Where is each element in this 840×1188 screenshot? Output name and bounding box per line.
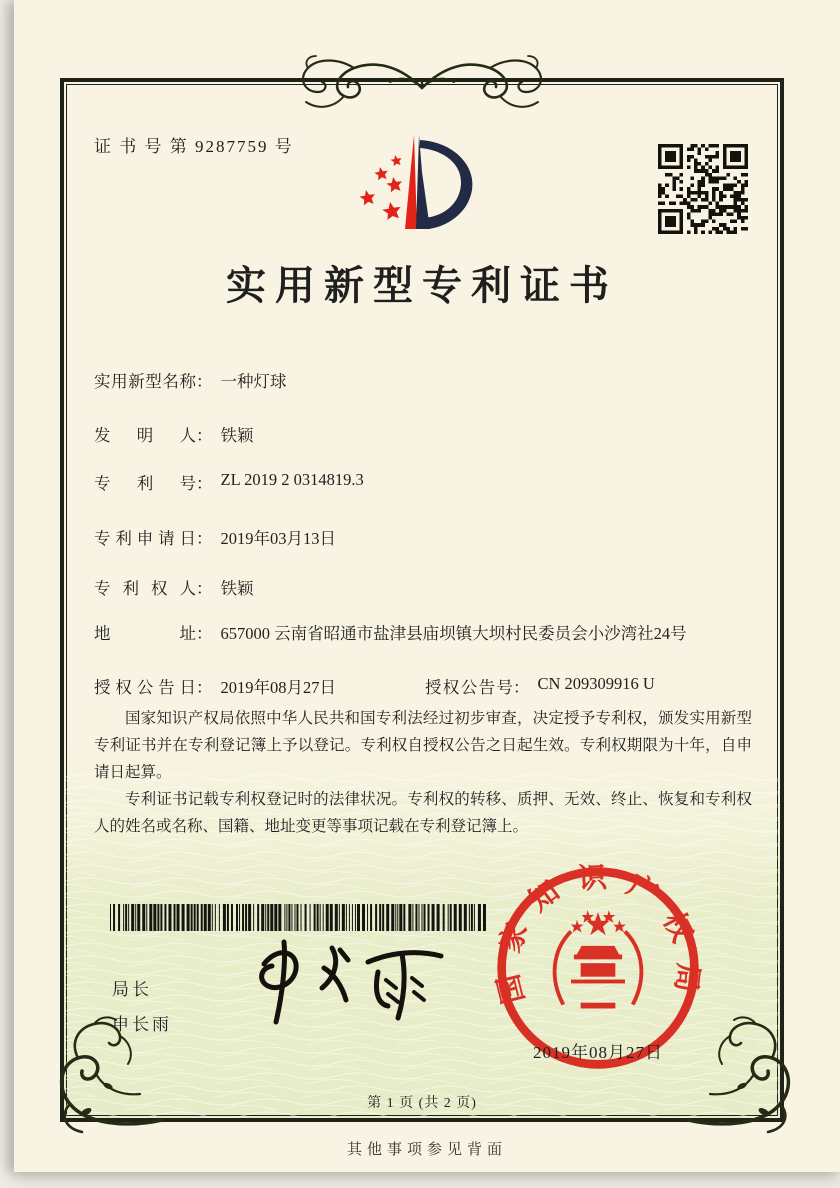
barcode-icon (110, 904, 488, 931)
grant-number-pair: 授权公告号： CN 209309916 U (425, 674, 655, 697)
field-label: 专利权人 (94, 579, 196, 598)
page-number: 第 1 页 (共 2 页) (367, 1096, 477, 1111)
field-label: 授权公告号 (425, 678, 513, 697)
qr-code-icon (658, 144, 748, 234)
commissioner-name: 申长雨 (112, 1015, 172, 1034)
seal-text: 国家知识产权局 (492, 862, 704, 1007)
field-row-filing-date: 专利申请日： 2019年03月13日 (94, 525, 336, 549)
certificate-paper (14, 0, 840, 1172)
national-emblem (555, 910, 642, 1008)
seal-date: 2019年08月27日 (533, 1043, 663, 1062)
svg-text:国家知识产权局 (493, 862, 704, 1007)
field-value: 657000 云南省昭通市盐津县庙坝镇大坝村民委员会小沙湾社24号 (220, 624, 687, 643)
legal-paragraph-2: 专利证书记载专利权登记时的法律状况。专利权的转移、质押、无效、终止、恢复和专利权人的姓名或名称、国籍、地址变更等事项记载在专利登记簿上。 (94, 791, 752, 835)
field-value: 2019年03月13日 (220, 529, 336, 548)
field-label: 授权公告日 (94, 678, 196, 697)
field-row-patent-no: 专利号： ZL 2019 2 0314819.3 (94, 470, 364, 493)
field-label: 专利申请日 (94, 529, 196, 548)
field-row-grant: 授权公告日： 2019年08月27日 授权公告号： CN 209309916 U (94, 674, 655, 697)
border-frame (60, 78, 784, 1122)
cnipa-logo-icon (354, 132, 480, 236)
field-label: 实用新型名称 (94, 372, 196, 391)
field-value: 一种灯球 (220, 372, 287, 391)
top-dragon-ornament-icon (280, 52, 564, 118)
corner-flourish-icon (686, 1016, 808, 1138)
corner-flourish-icon (42, 1016, 164, 1138)
signature-script (236, 934, 466, 1034)
field-row-patentee: 专利权人： 铁颖 (94, 575, 254, 599)
field-value: 铁颖 (220, 579, 254, 598)
certificate-title: 实用新型专利证书 (226, 263, 618, 308)
field-label: 地址 (94, 624, 196, 643)
field-label: 专利号 (94, 474, 196, 493)
field-row-name: 实用新型名称： 一种灯球 (94, 368, 287, 392)
field-value: ZL 2019 2 0314819.3 (220, 470, 364, 489)
field-row-inventor: 发明人： 铁颖 (94, 422, 254, 446)
field-value: CN 209309916 U (537, 674, 655, 693)
field-value: 铁颖 (220, 426, 254, 445)
field-row-address: 地址： 657000 云南省昭通市盐津县庙坝镇大坝村民委员会小沙湾社24号 (94, 620, 693, 647)
field-value: 2019年08月27日 (220, 678, 336, 697)
certificate-number: 证 书 号 第 9287759 号 (94, 137, 294, 156)
back-note: 其他事项参见背面 (346, 1142, 507, 1158)
legal-paragraph-1: 国家知识产权局依照中华人民共和国专利法经过初步审查，决定授予专利权，颁发实用新型专利证书并在专利登记簿上予以登记。专利权自授权公告之日起生效。专利权期限为十年，自申请日起算。 (94, 710, 752, 781)
field-label: 发明人 (94, 426, 196, 445)
commissioner-title: 局长 (112, 980, 152, 999)
